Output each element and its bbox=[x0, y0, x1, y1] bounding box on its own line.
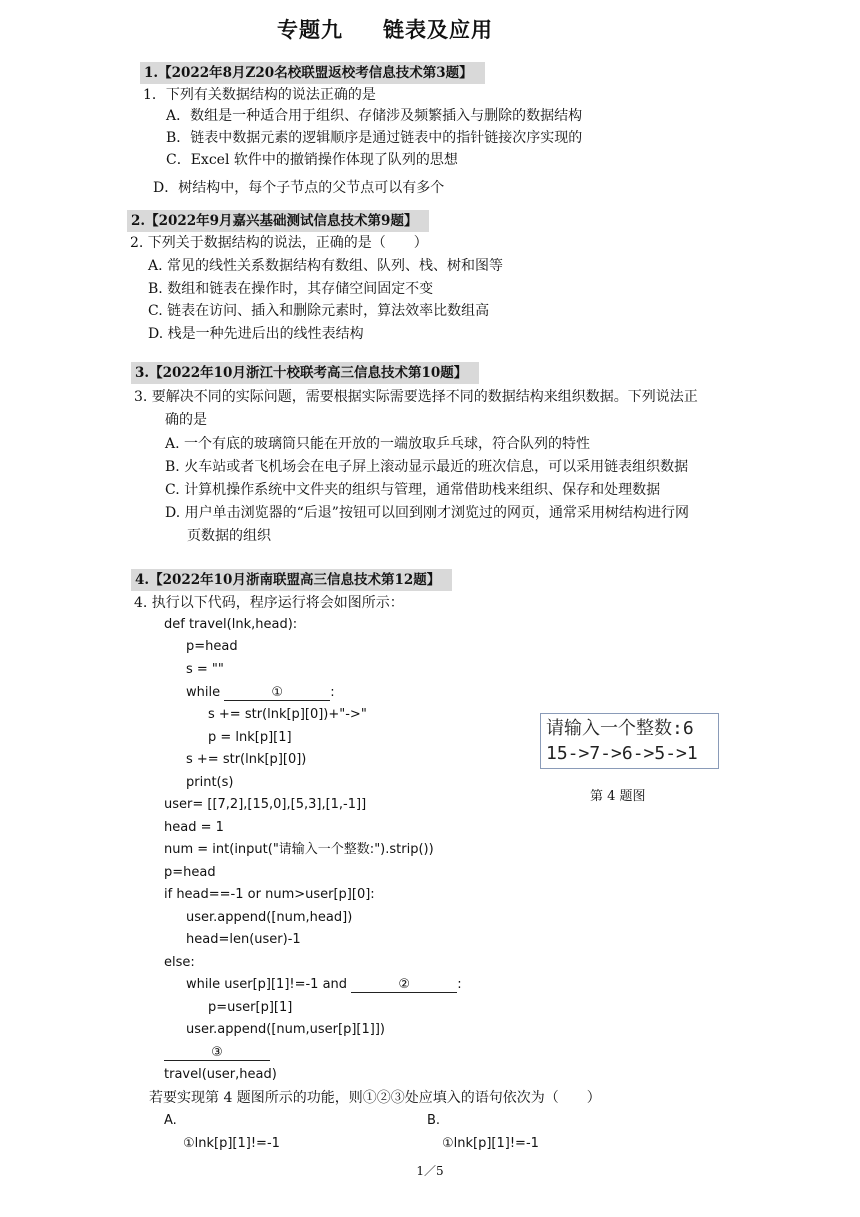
code-line: s += str(lnk[p][0]) bbox=[186, 752, 307, 767]
code-line bbox=[164, 1044, 270, 1062]
blank-3: ③ bbox=[164, 1045, 270, 1061]
program-output-screenshot bbox=[540, 713, 719, 769]
q1-option-a: A．数组是一种适合用于组织、存储涉及频繁插入与删除的数据结构 bbox=[166, 108, 583, 124]
q4-header: 4.【2022年10月浙南联盟高三信息技术第12题】 bbox=[131, 569, 452, 591]
q2-option-a: A. 常见的线性关系数据结构有数组、队列、栈、树和图等 bbox=[148, 258, 504, 274]
code-line: travel(user,head) bbox=[164, 1067, 277, 1082]
code-line: num = int(input("请输入一个整数:").strip()) bbox=[164, 842, 434, 857]
code-line bbox=[186, 684, 335, 702]
q2-stem: 2. 下列关于数据结构的说法，正确的是（ ） bbox=[130, 235, 428, 251]
code-line: print(s) bbox=[186, 775, 234, 790]
title-subject: 链表及应用 bbox=[383, 18, 493, 42]
code-text: : bbox=[330, 685, 335, 700]
blank-1: ① bbox=[224, 685, 330, 701]
code-line: user= [[7,2],[15,0],[5,3],[1,-1]] bbox=[164, 797, 367, 812]
code-line: if head==-1 or num>user[p][0]: bbox=[164, 887, 375, 902]
q3-option-d-line2: 页数据的组织 bbox=[187, 528, 271, 544]
q1-option-c: C．Excel 软件中的撤销操作体现了队列的思想 bbox=[166, 152, 458, 168]
q3-option-b: B. 火车站或者飞机场会在电子屏上滚动显示最近的班次信息，可以采用链表组织数据 bbox=[165, 459, 689, 475]
title-topic: 专题九 bbox=[277, 18, 343, 42]
q3-option-c: C. 计算机操作系统中文件夹的组织与管理，通常借助栈来组织、保存和处理数据 bbox=[165, 482, 661, 498]
q4-option-a-line1: ①lnk[p][1]!=-1 bbox=[183, 1136, 280, 1151]
code-line: user.append([num,user[p][1]]) bbox=[186, 1022, 385, 1037]
code-line: p=head bbox=[164, 865, 216, 880]
page-number: 1／5 bbox=[416, 1164, 444, 1178]
code-text: while user[p][1]!=-1 and bbox=[186, 977, 352, 992]
code-line: s = "" bbox=[186, 662, 224, 677]
q4-stem: 4. 执行以下代码，程序运行将会如图所示： bbox=[134, 595, 404, 611]
q4-option-b: B. bbox=[427, 1113, 441, 1128]
code-line: else: bbox=[164, 955, 195, 970]
q2-option-c: C. 链表在访问、插入和删除元素时，算法效率比数组高 bbox=[148, 303, 490, 319]
q4-question: 若要实现第 4 题图所示的功能，则①②③处应填入的语句依次为（ ） bbox=[149, 1090, 601, 1106]
q1-stem: 1．下列有关数据结构的说法正确的是 bbox=[143, 87, 376, 103]
code-line: p=head bbox=[186, 639, 238, 654]
q4-option-b-line1: ①lnk[p][1]!=-1 bbox=[442, 1136, 539, 1151]
code-line: user.append([num,head]) bbox=[186, 910, 353, 925]
q4-option-a: A. bbox=[164, 1113, 177, 1128]
q2-option-d: D. 栈是一种先进后出的线性表结构 bbox=[148, 326, 364, 342]
q1-option-b: B．链表中数据元素的逻辑顺序是通过链表中的指针链接次序实现的 bbox=[166, 130, 583, 146]
code-text: : bbox=[457, 977, 462, 992]
code-line: def travel(lnk,head): bbox=[164, 617, 298, 632]
output-line-1: 请输入一个整数:6 bbox=[546, 718, 694, 739]
q3-option-d-line1: D. 用户单击浏览器的“后退”按钮可以回到刚才浏览过的网页，通常采用树结构进行网 bbox=[165, 505, 689, 521]
figure-caption: 第 4 题图 bbox=[590, 789, 646, 804]
q3-stem-line1: 3. 要解决不同的实际问题，需要根据实际需要选择不同的数据结构来组织数据。下列说法正 bbox=[134, 389, 698, 405]
code-line: p=user[p][1] bbox=[208, 1000, 293, 1015]
code-line: p = lnk[p][1] bbox=[208, 730, 292, 745]
blank-2: ② bbox=[351, 977, 457, 993]
q3-stem-line2: 确的是 bbox=[165, 412, 207, 428]
output-line-2: 15->7->6->5->1 bbox=[546, 743, 698, 764]
code-line: s += str(lnk[p][0])+"->" bbox=[208, 707, 367, 722]
code-text: while bbox=[186, 685, 225, 700]
q1-header: 1.【2022年8月Z20名校联盟返校考信息技术第3题】 bbox=[140, 62, 485, 84]
q2-option-b: B. 数组和链表在操作时，其存储空间固定不变 bbox=[148, 281, 434, 297]
q1-option-d: D．树结构中，每个子节点的父节点可以有多个 bbox=[153, 180, 445, 196]
q3-header: 3.【2022年10月浙江十校联考高三信息技术第10题】 bbox=[131, 362, 479, 384]
q2-header: 2.【2022年9月嘉兴基础测试信息技术第9题】 bbox=[127, 210, 429, 232]
q3-option-a: A. 一个有底的玻璃筒只能在开放的一端放取乒乓球，符合队列的特性 bbox=[165, 436, 591, 452]
page-title bbox=[0, 14, 770, 44]
code-line: head = 1 bbox=[164, 820, 224, 835]
code-line: head=len(user)-1 bbox=[186, 932, 301, 947]
code-line bbox=[186, 976, 462, 994]
